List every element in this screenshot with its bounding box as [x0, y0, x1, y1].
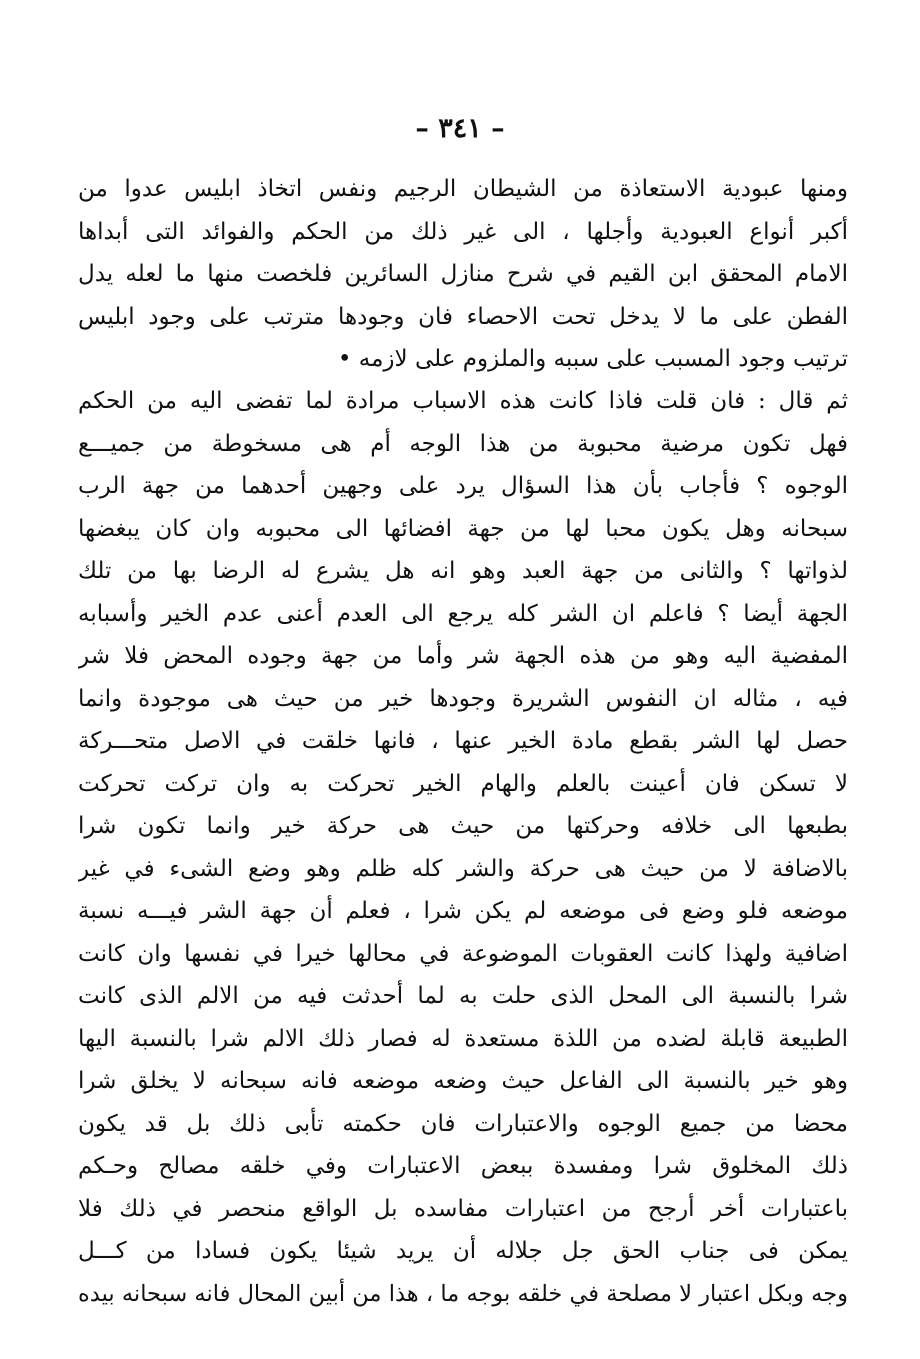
text-line: لا تسكن فان أعينت بالعلم والهام الخير تحركت به وان تركت تحركت — [78, 770, 848, 797]
text-line: الطبيعة قابلة لضده من اللذة مستعدة له فصار ذلك الالم شرا بالنسبة اليها — [78, 1025, 848, 1052]
text-line: المفضية اليه وهو من هذه الجهة شر وأما من جهة وجوده المحض فلا شر — [78, 643, 848, 669]
text-line: سبحانه وهل يكون محبا لها من جهة افضائها الى محبوبه وان كان يبغضها — [78, 515, 848, 542]
text-line: بالاضافة لا من حيث هى حركة والشر كله ظلم وهو وضع الشىء في غير — [78, 855, 848, 882]
text-line: ترتيب وجود المسبب على سببه والملزوم على لازمه • — [337, 346, 848, 372]
text-line: يمكن فى جناب الحق جل جلاله أن يريد شيئا يكون فسادا من كـــل — [78, 1238, 848, 1264]
text-line: ثم قال : فان قلت فاذا كانت هذه الاسباب مرادة لما تفضى اليه من الحكم — [78, 388, 848, 414]
text-line: باعتبارات أخر أرجح من اعتبارات مفاسده بل الواقع منحصر في ذلك فلا — [78, 1195, 848, 1222]
text-line: اضافية ولهذا كانت العقوبات الموضوعة في محالها خيرا في نفسها وان كانت — [78, 940, 848, 967]
text-line: فيه ، مثاله ان النفوس الشريرة وجودها خير من حيث هى موجودة وانما — [78, 685, 848, 712]
page-number: – ٣٤١ – — [415, 113, 505, 144]
text-line: شرا بالنسبة الى المحل الذى حلت به لما أحدثت فيه من الالم الذى كانت — [78, 983, 848, 1009]
text-line: وجه وبكل اعتبار لا مصلحة في خلقه بوجه ما ، هذا من أبين المحال فانه سبحانه بيده — [78, 1280, 848, 1307]
paragraph-2 — [78, 380, 848, 1315]
text-line: الامام المحقق ابن القيم في شرح منازل السائرين فلخصت منها ما لعله يدل — [78, 261, 848, 287]
text-line: فهل تكون مرضية محبوبة من هذا الوجه أم هى مسخوطة من جميـــع — [78, 430, 848, 457]
text-line: لذواتها ؟ والثانى من جهة العبد وهو انه هل يشرع له الرضا بها من تلك — [78, 558, 848, 584]
text-line: أكبر أنواع العبودية وأجلها ، الى غير ذلك من الحكم والفوائد التى أبداها — [78, 218, 848, 245]
text-line: موضعه فلو وضع فى موضعه لم يكن شرا ، فعلم أن جهة الشر فيـــه نسبة — [78, 898, 848, 924]
text-line: الجهة أيضا ؟ فاعلم ان الشر كله يرجع الى العدم أعنى عدم الخير وأسبابه — [78, 600, 848, 627]
text-line: حصل لها الشر بقطع مادة الخير عنها ، فانها خلقت في الاصل متحـــركة — [78, 728, 848, 754]
text-line: الوجوه ؟ فأجاب بأن هذا السؤال يرد على وجهين أحدهما من جهة الرب — [78, 473, 848, 499]
text-line: محضا من جميع الوجوه والاعتبارات فان حكمته تأبى ذلك بل قد يكون — [78, 1110, 848, 1137]
paragraph-1 — [78, 168, 848, 381]
text-line: ومنها عبودية الاستعاذة من الشيطان الرجيم ونفس اتخاذ ابليس عدوا من — [78, 176, 848, 202]
text-line: وهو خير بالنسبة الى الفاعل حيث وضعه موضعه فانه سبحانه لا يخلق شرا — [78, 1068, 848, 1094]
text-line: ذلك المخلوق شرا ومفسدة ببعض الاعتبارات وفي خلقه مصالح وحـكم — [78, 1153, 848, 1179]
text-line: بطبعها الى خلافه وحركتها من حيث هى حركة خير وانما تكون شرا — [78, 813, 848, 839]
text-line: الفطن على ما لا يدخل تحت الاحصاء فان وجودها مترتب على وجود ابليس — [78, 303, 848, 330]
